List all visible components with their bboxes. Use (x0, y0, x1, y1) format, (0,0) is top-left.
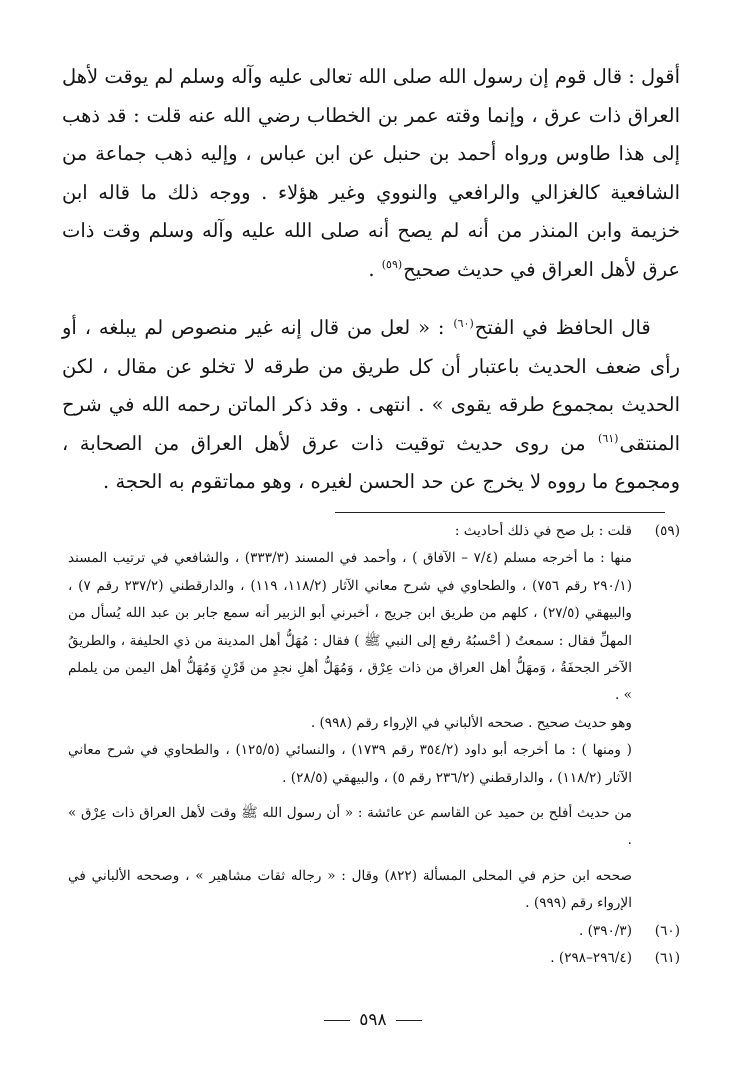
footnote-59 (68, 518, 680, 918)
footnote-line: من حديث أفلح بن حميد عن القاسم عن عائشة : « أن رسول الله ﷺ وقت لأهل العراق ذات عِرْق » . (68, 805, 632, 849)
paragraph-2-text-c: من روى حديث توقيت ذات عرق لأهل العراق من الصحابة ، ومجموع ما رووه لا يخرج عن حد الحسن لغيره ، وهو مماتقوم به الحجة . (62, 431, 680, 493)
footnote-ref-61[interactable]: (٦١) (598, 432, 619, 445)
paragraph-2-text-a: قال الحافظ في الفتح (474, 316, 651, 339)
footnote-60 (68, 918, 680, 945)
paragraph-2-text-b: : « لعل من قال إنه غير منصوص لم يبلغه ، أو رأى ضعف الحديث باعتبار أن كل طريق من طرقه لا تخلو عن مقال ، لكن الحديث بمجموع طرقه يقوى » . انتهى . وقد ذكر الماتن رحمه الله في شرح المنتقى (62, 316, 680, 455)
paragraph-1 (62, 58, 680, 289)
footnotes (68, 518, 680, 973)
page-number-dash-right (396, 1020, 422, 1021)
page-number-value: ٥٩٨ (359, 1010, 387, 1030)
main-text (62, 58, 680, 502)
footnote-line: صححه ابن حزم في المحلى المسألة (٨٢٢) وقال : « رجاله ثقات مشاهير » ، وصححه الألباني في الإرواء رقم (٩٩٩) . (68, 867, 633, 912)
footnote-number: (٦١) (654, 950, 680, 967)
footnote-divider (335, 512, 665, 513)
footnote-text: (٢٩٦/٤–٢٩٨) . (550, 950, 632, 967)
page-number (0, 1010, 746, 1030)
page-number-dash-left (324, 1020, 350, 1021)
footnote-line: منها : ما أخرجه مسلم (٧/٤ – الآفاق ) ، وأحمد في المسند (٣٣٣/٣) ، والشافعي في ترتيب المسند (٢٩٠/١ رقم ٧٥٦) ، والطحاوي في شرح معاني الآثار (١١٨/٢، ١١٩) ، والدارقطني (٢٣٧/٢ رقم ٧) ، والبيهقي (٢٧/٥) ، كلهم من طريق ابن جريج ، أخبرني أبو الزبير أنه سمع جابر بن عبد الله يُسأل من المهلِّ فقال : سمعتُ ( أحْسبُهُ رفع إلى النبي ﷺ ) فقال : مُهَلُّ أهل المدينة من ذي الحليفة ، والطريقُ الآخر الجحفَةُ ، وَمهَلُّ أهل العراق من ذات عِرْق ، وَمُهَلُّ أهلِ نجدٍ من قَرْنٍ وَمُهَلُّ أهل اليمن من يلملم » . (68, 550, 632, 704)
footnote-ref-59[interactable]: (٥٩) (381, 258, 403, 271)
footnote-text: (٣٩٠/٣) . (578, 922, 632, 939)
footnote-number: (٦٠) (654, 922, 680, 939)
paragraph-1-end: . (368, 257, 381, 281)
paragraph-1-text: أقول : قال قوم إن رسول الله صلى الله تعالى عليه وآله وسلم لم يوقت لأهل العراق ذات عرق ، وإنما وقته عمر بن الخطاب رضي الله عنه قلت : قد ذهب إلى هذا طاوس ورواه أحمد بن حنبل عن ابن عباس ، وإليه ذهب جماعة من الشافعية كالغزالي والرافعي والنووي وغير هؤلاء . ووجه ذلك ما قاله ابن خزيمة وابن المنذر من أنه لم يصح أنه صلى الله عليه وآله وسلم وقت ذات عرق لأهل العراق في حديث صحيح (62, 65, 680, 281)
footnote-line: ( ومنها ) : ما أخرجه أبو داود (٣٥٤/٢ رقم ١٧٣٩) ، والنسائي (١٢٥/٥) ، والطحاوي في شرح معاني الآثار (١١٨/٢) ، والدارقطني (٢٣٦/٢ رقم ٥) ، والبيهقي (٢٨/٥) . (68, 742, 632, 786)
footnote-number: (٥٩) (654, 523, 680, 539)
footnote-line: وهو حديث صحيح . صححه الألباني في الإرواء رقم (٩٩٨) . (310, 714, 632, 731)
paragraph-2 (62, 309, 680, 502)
footnote-61 (68, 945, 680, 972)
footnote-line: قلت : بل صح في ذلك أحاديث : (454, 523, 632, 539)
footnote-ref-60[interactable]: (٦٠) (453, 316, 474, 330)
